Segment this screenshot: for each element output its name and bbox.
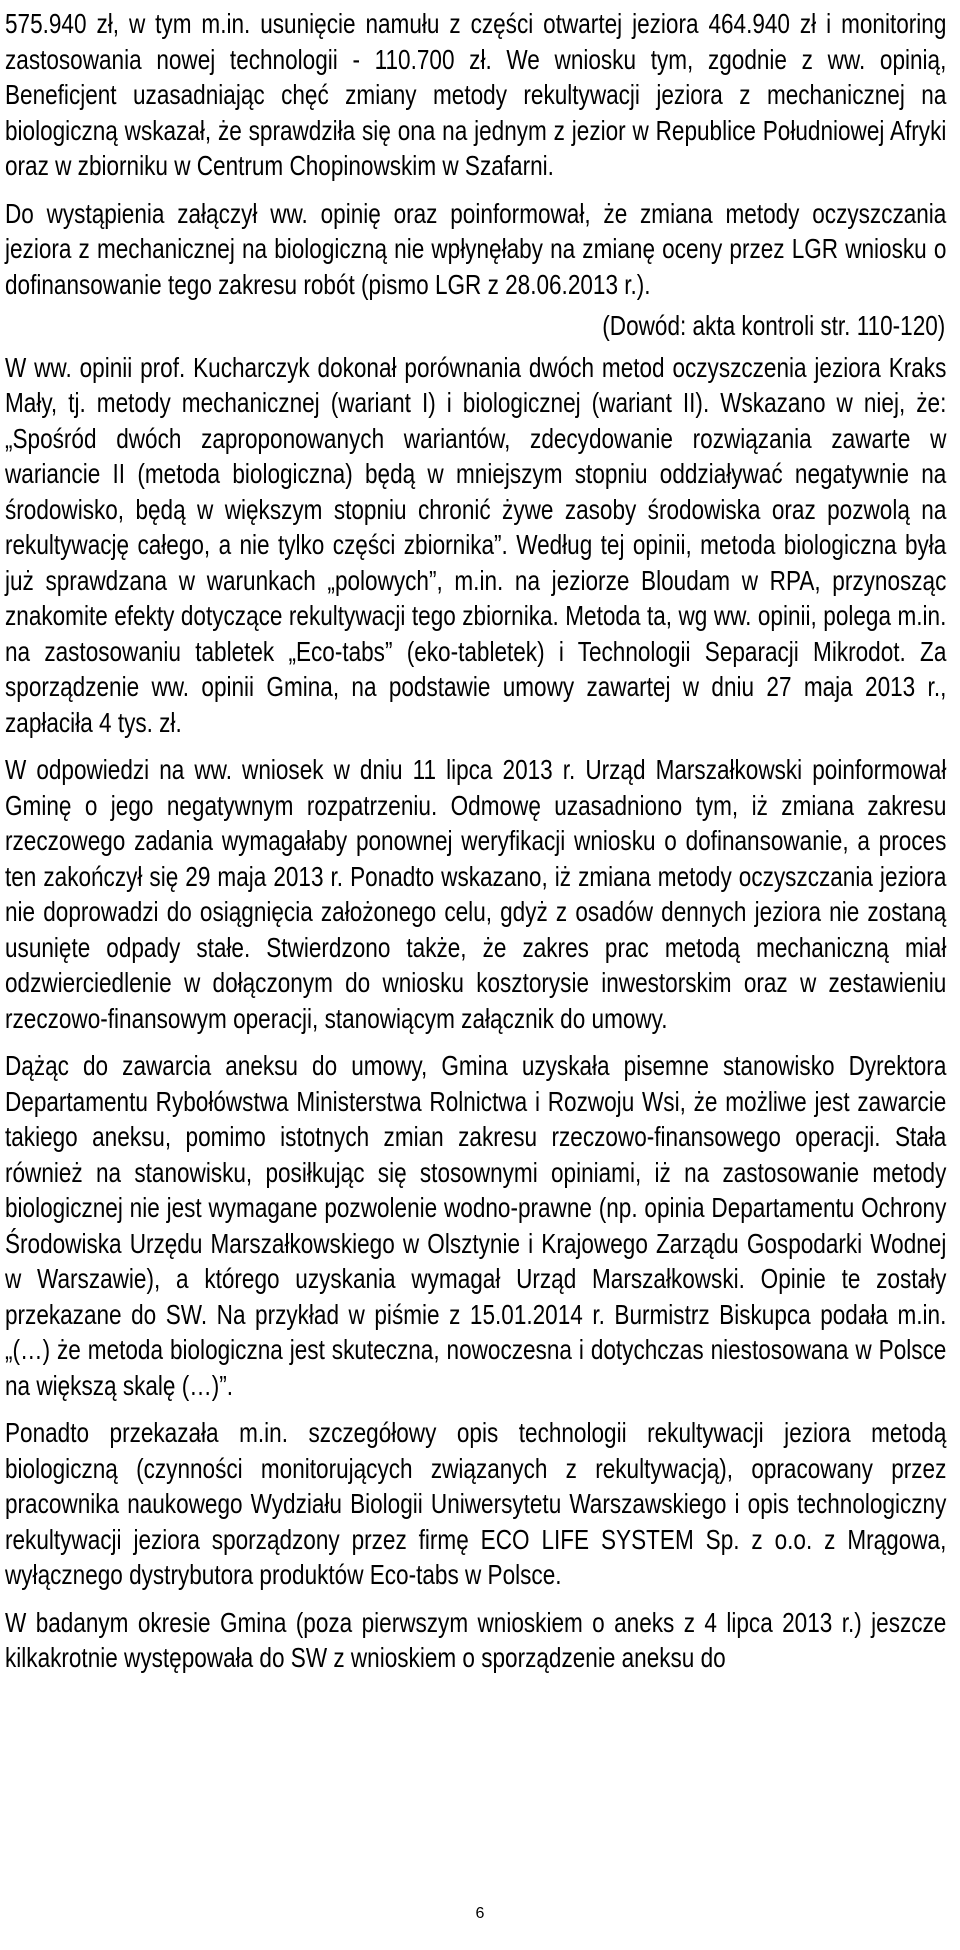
paragraph-7: W badanym okresie Gmina (poza pierwszym wnioskiem o aneks z 4 lipca 2013 r.) jeszcze kilkakrotnie występowała do SW z wnioskiem o sporządzenie aneksu do	[5, 1606, 947, 1673]
paragraph-3: W ww. opinii prof. Kucharczyk dokonał porównania dwóch metod oczyszczenia jeziora Kraks Mały, tj. metody mechanicznej (wariant I) i biologicznej (wariant II). Wskazano w niej, że: „Spośród dwóch zaproponowanych wariantów, zdecydowanie rozwiązania zawarte w wariancie II (metoda biologiczna) będą w mniejszym stopniu oddziaływać negatywnie na środowisko, będą w większym stopniu chronić żywe zasoby środowiska oraz pozwolą na rekultywację całego, a nie tylko części zbiornika”. Według tej opinii, metoda biologiczna była już sprawdzana w warunkach „polowych”, m.in. na jeziorze Bloudam w RPA, przynosząc znakomite efekty dotyczące rekultywacji tego zbiornika. Metoda ta, wg ww. opinii, polega m.in. na zastosowaniu tabletek „Eco-tabs” (eko-tabletek) i Technologii Separacji Mikrodot. Za sporządzenie ww. opinii Gmina, na podstawie umowy zawartej w dniu 27 maja 2013 r., zapłaciła 4 tys. zł.	[5, 351, 947, 738]
paragraph-5: Dążąc do zawarcia aneksu do umowy, Gmina uzyskała pisemne stanowisko Dyrektora Departamentu Rybołówstwa Ministerstwa Rolnictwa i Rozwoju Wsi, że możliwe jest zawarcie takiego aneksu, pomimo istotnych zmian zakresu rzeczowo-finansowego operacji. Stała również na stanowisku, posiłkując się stosownymi opiniami, iż na zastosowanie metody biologicznej nie jest wymagane pozwolenie wodno-prawne (np. opinia Departamentu Ochrony Środowiska Urzędu Marszałkowskiego w Olsztynie i Krajowego Zarządu Gospodarki Wodnej w Warszawie), a którego uzyskania wymagał Urząd Marszałkowski. Opinie te zostały przekazane do SW. Na przykład w piśmie z 15.01.2014 r. Burmistrz Biskupca podała m.in. „(…) że metoda biologiczna jest skuteczna, nowoczesna i dotychczas niestosowana w Polsce na większą skalę (…)”.	[5, 1050, 947, 1401]
proof-note	[5, 308, 945, 344]
paragraph-1: 575.940 zł, w tym m.in. usunięcie namułu z części otwartej jeziora 464.940 zł i monitoring zastosowania nowej technologii - 110.700 zł. We wniosku tym, zgodnie z ww. opinią, Beneficjent uzasadniając chęć zmiany metody rekultywacji jeziora z mechanicznej na biologiczną wskazał, że sprawdziła się ona na jednym z jezior w Republice Południowej Afryki oraz w zbiorniku w Centrum Chopinowskim w Szafarni.	[5, 8, 947, 181]
paragraph-6: Ponadto przekazała m.in. szczegółowy opis technologii rekultywacji jeziora metodą biologiczną (czynności monitorujących związanych z rekultywacją), opracowany przez pracownika naukowego Wydziału Biologii Uniwersytetu Warszawskiego i opis technologiczny rekultywacji jeziora sporządzony przez firmę ECO LIFE SYSTEM Sp. z o.o. z Mrągowa, wyłącznego dystrybutora produktów Eco-tabs w Polsce.	[5, 1417, 947, 1590]
paragraph-2: Do wystąpienia załączył ww. opinię oraz poinformował, że zmiana metody oczyszczania jeziora z mechanicznej na biologiczną nie wpłynęłaby na zmianę oceny przez LGR wniosku o dofinansowanie tego zakresu robót (pismo LGR z 28.06.2013 r.).	[5, 197, 947, 300]
proof-note-text: (Dowód: akta kontroli str. 110-120)	[601, 310, 945, 341]
page-number: 6	[475, 1905, 485, 1922]
paragraph-4: W odpowiedzi na ww. wniosek w dniu 11 lipca 2013 r. Urząd Marszałkowski poinformował Gminę o jego negatywnym rozpatrzeniu. Odmowę uzasadniono tym, iż zmiana zakresu rzeczowego zadania wymagałaby ponownej weryfikacji wniosku o dofinansowanie, a proces ten zakończył się 29 maja 2013 r. Ponadto wskazano, iż zmiana metody oczyszczania jeziora nie doprowadzi do osiągnięcia założonego celu, gdyż z osadów dennych jeziora nie zostaną usunięte odpady stałe. Stwierdzono także, że zakres prac metodą mechaniczną miał odzwierciedlenie w dołączonym do wniosku kosztorysie inwestorskim oraz w zestawieniu rzeczowo-finansowym operacji, stanowiącym załącznik do umowy.	[5, 754, 947, 1034]
